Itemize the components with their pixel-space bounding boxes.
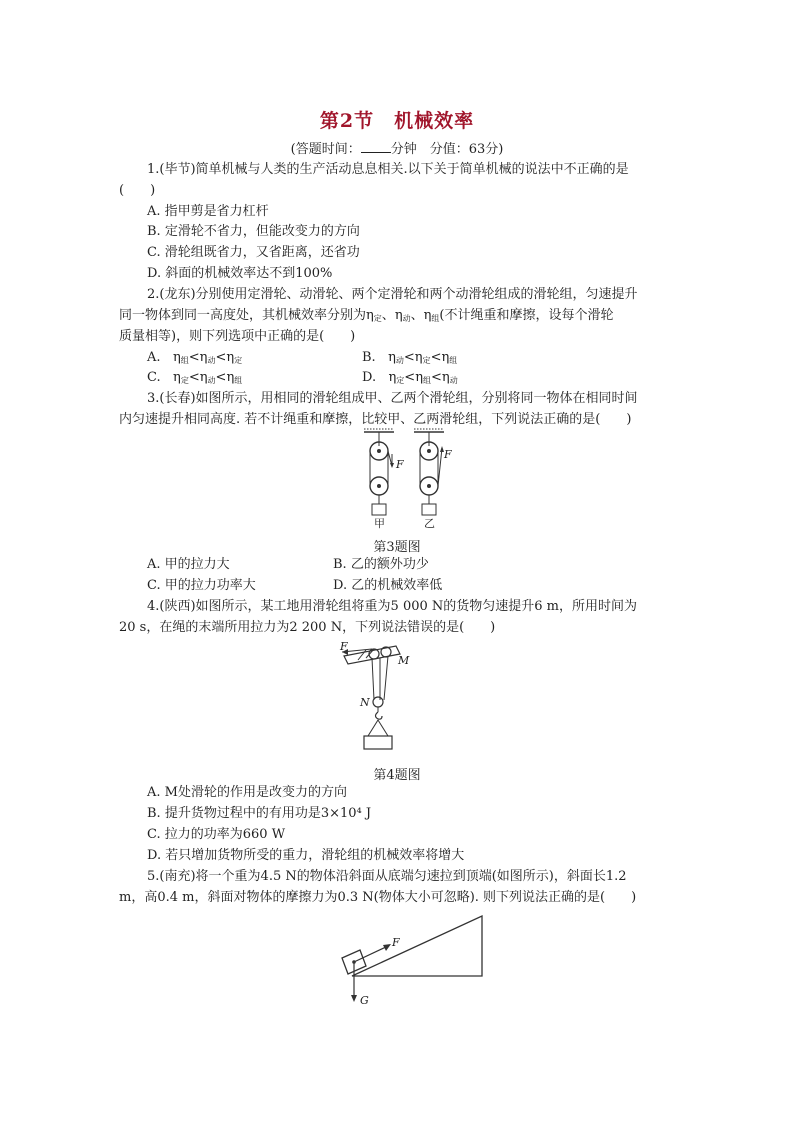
- eta: η: [441, 370, 450, 385]
- opt-label: C.: [147, 370, 161, 385]
- q4-label-f: F: [340, 640, 348, 653]
- eta: η: [199, 350, 208, 365]
- lt: <: [215, 370, 227, 385]
- q3-option-d[interactable]: D. 乙的机械效率低: [333, 578, 443, 593]
- q4-option-a[interactable]: A. M处滑轮的作用是改变力的方向: [147, 785, 347, 800]
- q4-label-m: M: [398, 654, 410, 667]
- q2-line2-post: (不计绳重和摩擦，设每个滑轮: [439, 308, 614, 323]
- eta-sub-zu: 组: [431, 314, 440, 323]
- q2-line2-pre: 同一物体到同一高度处，其机械效率分别为η: [119, 308, 374, 323]
- q2-stem-line2: [119, 307, 614, 328]
- q3-option-a[interactable]: A. 甲的拉力大: [147, 557, 230, 572]
- lt: <: [430, 350, 442, 365]
- q3-label-f-jia: F: [396, 458, 404, 471]
- sub: 组: [234, 376, 243, 385]
- q1-option-b[interactable]: B. 定滑轮不省力，但能改变力的方向: [147, 224, 360, 239]
- q3-label-f-yi: F: [444, 448, 452, 461]
- sub: 动: [449, 376, 458, 385]
- lt: <: [215, 350, 227, 365]
- opt-label: A.: [147, 350, 161, 365]
- q1-option-c[interactable]: C. 滑轮组既省力，又省距离，还省功: [147, 245, 360, 260]
- q4-option-c[interactable]: C. 拉力的功率为660 W: [147, 827, 286, 842]
- q5-stem-line1: 5.(南充)将一个重为4.5 N的物体沿斜面从底端匀速拉到顶端(如图所示)，斜面长1.2: [147, 869, 627, 884]
- q3-pulley-figure: [352, 426, 462, 532]
- sub: 定: [396, 376, 405, 385]
- q4-stem-line2: 20 s，在绳的末端所用拉力为2 200 N，下列说法错误的是( ): [119, 620, 496, 635]
- page-title: 第2节 机械效率: [319, 110, 475, 132]
- opt-label: B.: [362, 350, 376, 365]
- pulley-icon: [373, 697, 383, 707]
- q5-label-g: G: [360, 994, 369, 1006]
- sep: 、: [381, 308, 395, 323]
- q1-option-a[interactable]: A. 指甲剪是省力杠杆: [147, 204, 269, 219]
- q1-stem-line1: 1.(毕节)简单机械与人类的生产活动息息相关.以下关于简单机械的说法中不正确的是: [147, 162, 629, 177]
- eta: η: [388, 350, 396, 365]
- eta: η: [226, 350, 235, 365]
- q3-stem-line1: 3.(长春)如图所示，用相同的滑轮组成甲、乙两个滑轮组，分别将同一物体在相同时间: [147, 391, 638, 406]
- eta: η: [173, 370, 181, 385]
- lt: <: [431, 370, 442, 385]
- q3-stem-line2: 内匀速提升相同高度. 若不计绳重和摩擦，比较甲、乙两滑轮组，下列说法正确的是( ): [119, 412, 632, 427]
- sub: 动: [207, 376, 216, 385]
- eta-sub-ding: 定: [373, 314, 382, 323]
- q2-stem-line3: 质量相等)，则下列选项中正确的是( ): [119, 329, 356, 344]
- subtitle-mid: 分钟 分值：63分): [390, 142, 504, 157]
- q4-option-b[interactable]: B. 提升货物过程中的有用功是3×10⁴ J: [147, 806, 372, 821]
- q4-figure-caption: 第4题图: [373, 768, 421, 783]
- q4-stem-line1: 4.(陕西)如图所示，某工地用滑轮组将重为5 000 N的货物匀速提升6 m，所用时间为: [147, 599, 638, 614]
- q5-incline-figure: [338, 914, 488, 1006]
- sep: 、: [410, 308, 424, 323]
- eta-sub-dong: 动: [402, 314, 411, 323]
- q1-option-d[interactable]: D. 斜面的机械效率达不到100%: [147, 266, 333, 281]
- q2-stem-line1: 2.(龙东)分别使用定滑轮、动滑轮、两个定滑轮和两个动滑轮组成的滑轮组，匀速提升: [147, 287, 638, 302]
- sub: 组: [449, 356, 458, 365]
- q3-label-jia: 甲: [374, 517, 385, 530]
- sub: 组: [423, 376, 431, 385]
- q2-option-c[interactable]: [147, 369, 242, 390]
- q3-option-b[interactable]: B. 乙的额外功少: [333, 557, 429, 572]
- q2-option-d[interactable]: [362, 369, 458, 390]
- eta: η: [414, 350, 423, 365]
- q2-option-a[interactable]: [147, 349, 242, 370]
- sub: 动: [207, 356, 216, 365]
- q1-stem-line2: ( ): [119, 183, 156, 198]
- q4-option-d[interactable]: D. 若只增加货物所受的重力，滑轮组的机械效率将增大: [147, 848, 465, 863]
- eta: η: [394, 308, 403, 323]
- lt: <: [403, 350, 415, 365]
- answer-time-and-score: [0, 138, 794, 157]
- q4-crane-figure: [338, 640, 414, 756]
- q2-option-b[interactable]: [362, 349, 457, 370]
- q5-label-f: F: [392, 936, 400, 949]
- eta: η: [172, 350, 181, 365]
- subtitle-prefix: (答题时间：: [290, 142, 361, 157]
- opt-label: D.: [362, 370, 377, 385]
- eta: η: [388, 370, 397, 385]
- q3-figure-caption: 第3题图: [373, 540, 421, 555]
- lt: <: [188, 350, 200, 365]
- q3-option-c[interactable]: C. 甲的拉力功率大: [147, 578, 256, 593]
- sub: 动: [395, 356, 404, 365]
- eta: η: [226, 370, 235, 385]
- eta: η: [423, 308, 432, 323]
- sub: 定: [234, 356, 243, 365]
- sub: 定: [180, 376, 189, 385]
- sub: 组: [180, 356, 189, 365]
- time-blank[interactable]: [361, 141, 391, 153]
- q4-label-n: N: [360, 696, 370, 709]
- eta: η: [199, 370, 208, 385]
- lt: <: [404, 370, 416, 385]
- eta: η: [441, 350, 450, 365]
- q3-label-yi: 乙: [424, 517, 435, 530]
- q5-stem-line2: m，高0.4 m，斜面对物体的摩擦力为0.3 N(物体大小可忽略). 则下列说法正确的是( ): [119, 890, 637, 905]
- sub: 定: [422, 356, 431, 365]
- eta: η: [415, 370, 423, 385]
- lt: <: [188, 370, 200, 385]
